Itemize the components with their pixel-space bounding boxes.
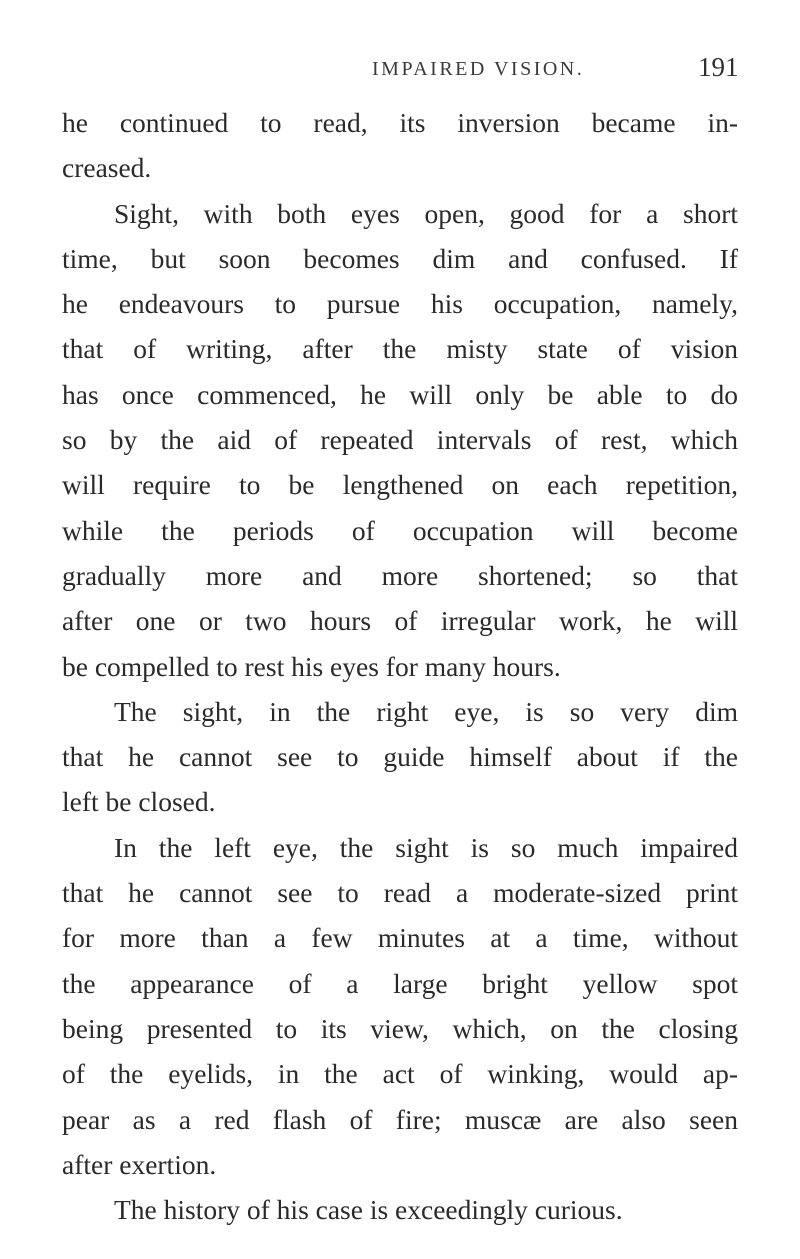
text-line: the appearance of a large bright yellow spot [62,967,738,999]
text-line: of the eyelids, in the act of winking, would ap- [62,1058,738,1090]
text-line: pear as a red flash of fire; muscæ are also seen [62,1103,738,1135]
text-line: be compelled to rest his eyes for many hours. [62,650,561,682]
text-line: In the left eye, the sight is so much impaired [114,831,738,863]
text-line: left be closed. [62,786,216,818]
text-line: has once commenced, he will only be able to do [62,378,738,410]
running-head [0,52,800,92]
text-line: after one or two hours of irregular work, he will [62,605,738,637]
text-line: after exertion. [62,1148,217,1180]
text-line: The history of his case is exceedingly curious. [114,1194,623,1226]
text-line: gradually more and more shortened; so that [62,559,738,591]
text-line: will require to be lengthened on each repetition, [62,469,738,501]
text-line: that of writing, after the misty state of vision [62,333,738,365]
text-line: Sight, with both eyes open, good for a short [114,197,738,229]
text-line: so by the aid of repeated intervals of rest, which [62,424,738,456]
text-line: time, but soon becomes dim and confused. If [62,242,738,274]
text-line: creased. [62,152,152,184]
text-line: that he cannot see to read a moderate-sized print [62,877,738,909]
text-line: that he cannot see to guide himself about if the [62,741,738,773]
text-line: for more than a few minutes at a time, without [62,922,738,954]
text-line: while the periods of occupation will become [62,514,738,546]
running-title: IMPAIRED VISION. [372,58,585,80]
text-line: The sight, in the right eye, is so very dim [114,695,738,727]
text-line: he continued to read, its inversion became in- [62,107,738,138]
text-line: he endeavours to pursue his occupation, namely, [62,288,738,320]
page-number: 191 [698,52,739,82]
text-line: being presented to its view, which, on the closing [62,1012,738,1044]
body-text [62,100,738,1232]
